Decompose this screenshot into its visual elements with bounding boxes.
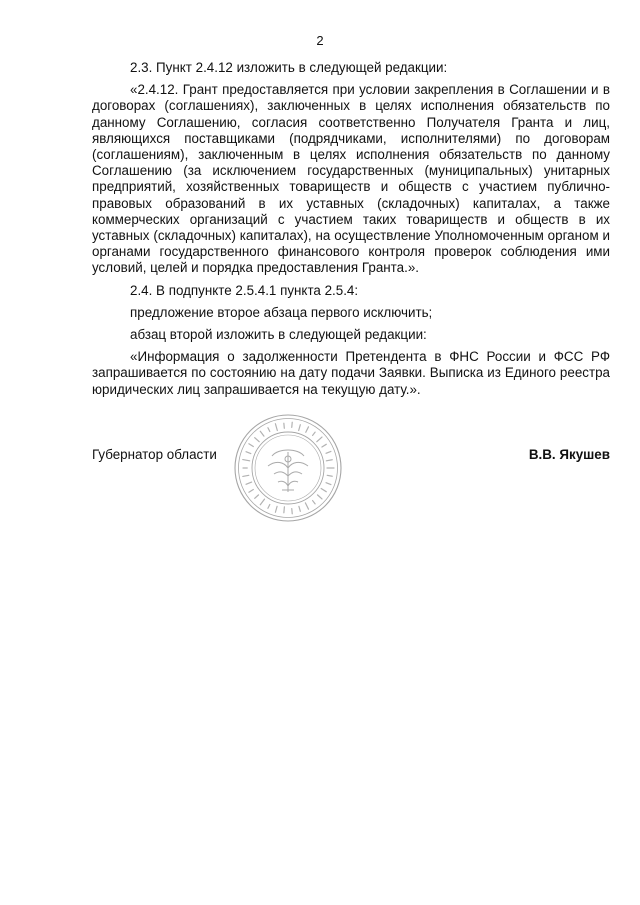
paragraph-information-text: «Информация о задолженности Претендента в ФНС России и ФСС РФ запрашивается по состоянию на дату подачи Заявки. Выписка из Единого реестра юридических лиц запрашивается на текущую дату.». [92,349,610,397]
paragraph-2-4-12-text: «2.4.12. Грант предоставляется при условии закрепления в Соглашении и в договорах (соглашениях), заключенных в целях исполнения обязательств по данному Соглашению, согласия соответственно Получателя Гранта и лиц, являющихся поставщиками (подрядчиками, исполнителями) по договорам (соглашениям), заключенным в целях исполнения обязательств по данному Соглашению (за исключением государственных (муниципальных) унитарных предприятий, хозяйственных товариществ и обществ с участием публично-правовых образований в их уставных (складочных) капиталах, а также коммерческих организаций с участием таких товариществ и обществ в их уставных (складочных) капиталах), на осуществление Уполномоченным органом и органами государственного финансового контроля проверок соблюдения ими условий, целей и порядка предоставления Гранта.». [92,82,610,276]
page-number: 2 [316,33,324,48]
signature-block [92,447,610,467]
signatory-title: Губернатор области [92,447,217,462]
official-seal-icon [232,412,344,524]
document-body [92,60,610,404]
paragraph-2-4: 2.4. В подпункте 2.5.4.1 пункта 2.5.4: [130,282,359,298]
paragraph-2-3: 2.3. Пункт 2.4.12 изложить в следующей редакции: [130,60,448,75]
paragraph-exclude-sentence: предложение второе абзаца первого исключить; [130,304,433,320]
paragraph-second-abzac: абзац второй изложить в следующей редакции: [130,327,427,343]
signatory-name: В.В. Якушев [528,447,610,462]
